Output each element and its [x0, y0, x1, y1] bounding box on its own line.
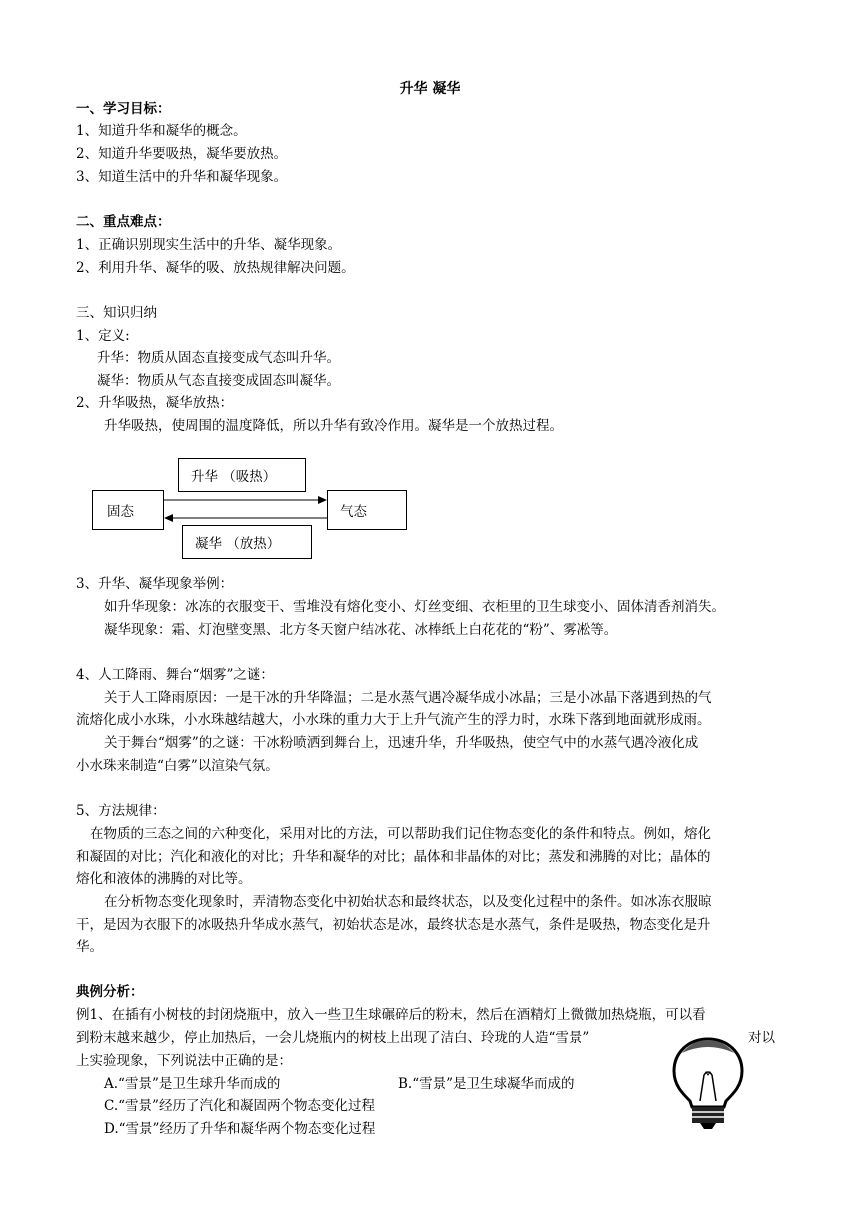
definition-label: 1、定义: [76, 328, 130, 344]
arrow-right-head [318, 496, 327, 504]
diagram-arrows [0, 0, 860, 600]
section-goals-heading: 一、学习目标： [76, 101, 171, 117]
option-c: C.“雪景”经历了汽化和凝固两个物态变化过程 [104, 1098, 375, 1114]
goal-item: 1、知道升华和凝华的概念。 [76, 123, 247, 139]
rain-paragraph-line: 流熔化成小水珠，小水珠越结越大，小水珠的重力大于上升气流产生的浮力时，水珠下落到地面就形成雨。 [76, 712, 711, 728]
method-paragraph-line: 在物质的三态之间的六种变化，采用对比的方法，可以帮助我们记住物态变化的条件和特点。例如，熔化 [90, 826, 711, 842]
method-paragraph-line: 华。 [76, 939, 103, 955]
example-heading: 典例分析： [76, 984, 144, 1000]
option-d: D.“雪景”经历了升华和凝华两个物态变化过程 [104, 1121, 376, 1137]
heat-label: 2、升华吸热，凝华放热： [76, 395, 234, 411]
stage-paragraph-line: 小水珠来制造“白雾”以渲染气氛。 [76, 758, 279, 774]
examples-label: 3、升华、凝华现象举例： [76, 576, 234, 592]
method-paragraph-line: 在分析物态变化现象时，弄清物态变化中初始状态和最终状态，以及变化过程中的条件。如冰冻衣服晾 [104, 894, 712, 910]
option-a: A.“雪景”是卫生球升华而成的 [104, 1076, 281, 1092]
question-line: 例1、在插有小树枝的封闭烧瓶中，放入一些卫生球碾碎后的粉末，然后在酒精灯上微微加热烧瓶，可以看 [76, 1007, 706, 1023]
light-bulb-icon [668, 1035, 748, 1130]
sublimation-label: 升华 （吸热） [191, 469, 277, 485]
method-paragraph-line: 熔化和液体的沸腾的对比等。 [76, 871, 252, 887]
method-paragraph-line: 干，是因为衣服下的冰吸热升华成水蒸气，初始状态是冰，最终状态是水蒸气，条件是吸热，物态变化是升 [76, 917, 711, 933]
method-label: 5、方法规律： [76, 803, 166, 819]
sublimation-examples: 如升华现象：冰冻的衣服变干、雪堆没有熔化变小、灯丝变细、衣柜里的卫生球变小、固体清香剂消失。 [104, 599, 725, 615]
gas-state-label: 气态 [340, 504, 367, 520]
deposition-examples: 凝华现象：霜、灯泡壁变黑、北方冬天窗户结冰花、冰棒纸上白花花的“粉”、雾凇等。 [104, 622, 618, 638]
arrow-left-head [164, 514, 173, 522]
goal-item: 2、知道升华要吸热，凝华要放热。 [76, 146, 288, 162]
question-line-tail: 对以 [748, 1030, 775, 1046]
keypoint-item: 2、利用升华、凝华的吸、放热规律解决问题。 [76, 260, 355, 276]
section-knowledge-heading: 三、知识归纳 [76, 305, 157, 321]
page-title: 升华 凝华 [399, 81, 461, 97]
question-line: 到粉末越来越少，停止加热后，一会儿烧瓶内的树枝上出现了洁白、玲珑的人造“雪景” [76, 1030, 590, 1046]
question-line: 上实验现象，下列说法中正确的是： [76, 1053, 292, 1069]
heat-text: 升华吸热，使周围的温度降低，所以升华有致冷作用。凝华是一个放热过程。 [104, 418, 563, 434]
option-b: B.“雪景”是卫生球凝华而成的 [398, 1076, 575, 1092]
method-paragraph-line: 和凝固的对比；汽化和液化的对比；升华和凝华的对比；晶体和非晶体的对比；蒸发和沸腾的对比；晶体的 [76, 849, 711, 865]
solid-state-label: 固态 [107, 504, 134, 520]
definition-deposition: 凝华：物质从气态直接变成固态叫凝华。 [97, 373, 340, 389]
stage-paragraph-line: 关于舞台“烟雾”的之谜：干冰粉喷洒到舞台上，迅速升华，升华吸热，使空气中的水蒸气遇冷液化成 [104, 735, 699, 751]
keypoint-item: 1、正确识别现实生活中的升华、凝华现象。 [76, 237, 342, 253]
deposition-label: 凝华 （放热） [195, 536, 281, 552]
mystery-label: 4、人工降雨、舞台“烟雾”之谜： [76, 667, 274, 683]
definition-sublimation: 升华：物质从固态直接变成气态叫升华。 [97, 350, 340, 366]
rain-paragraph-line: 关于人工降雨原因：一是干冰的升华降温；二是水蒸气遇冷凝华成小冰晶；三是小冰晶下落遇到热的气 [104, 690, 712, 706]
section-keypoints-heading: 二、重点难点： [76, 214, 171, 230]
goal-item: 3、知道生活中的升华和凝华现象。 [76, 169, 288, 185]
